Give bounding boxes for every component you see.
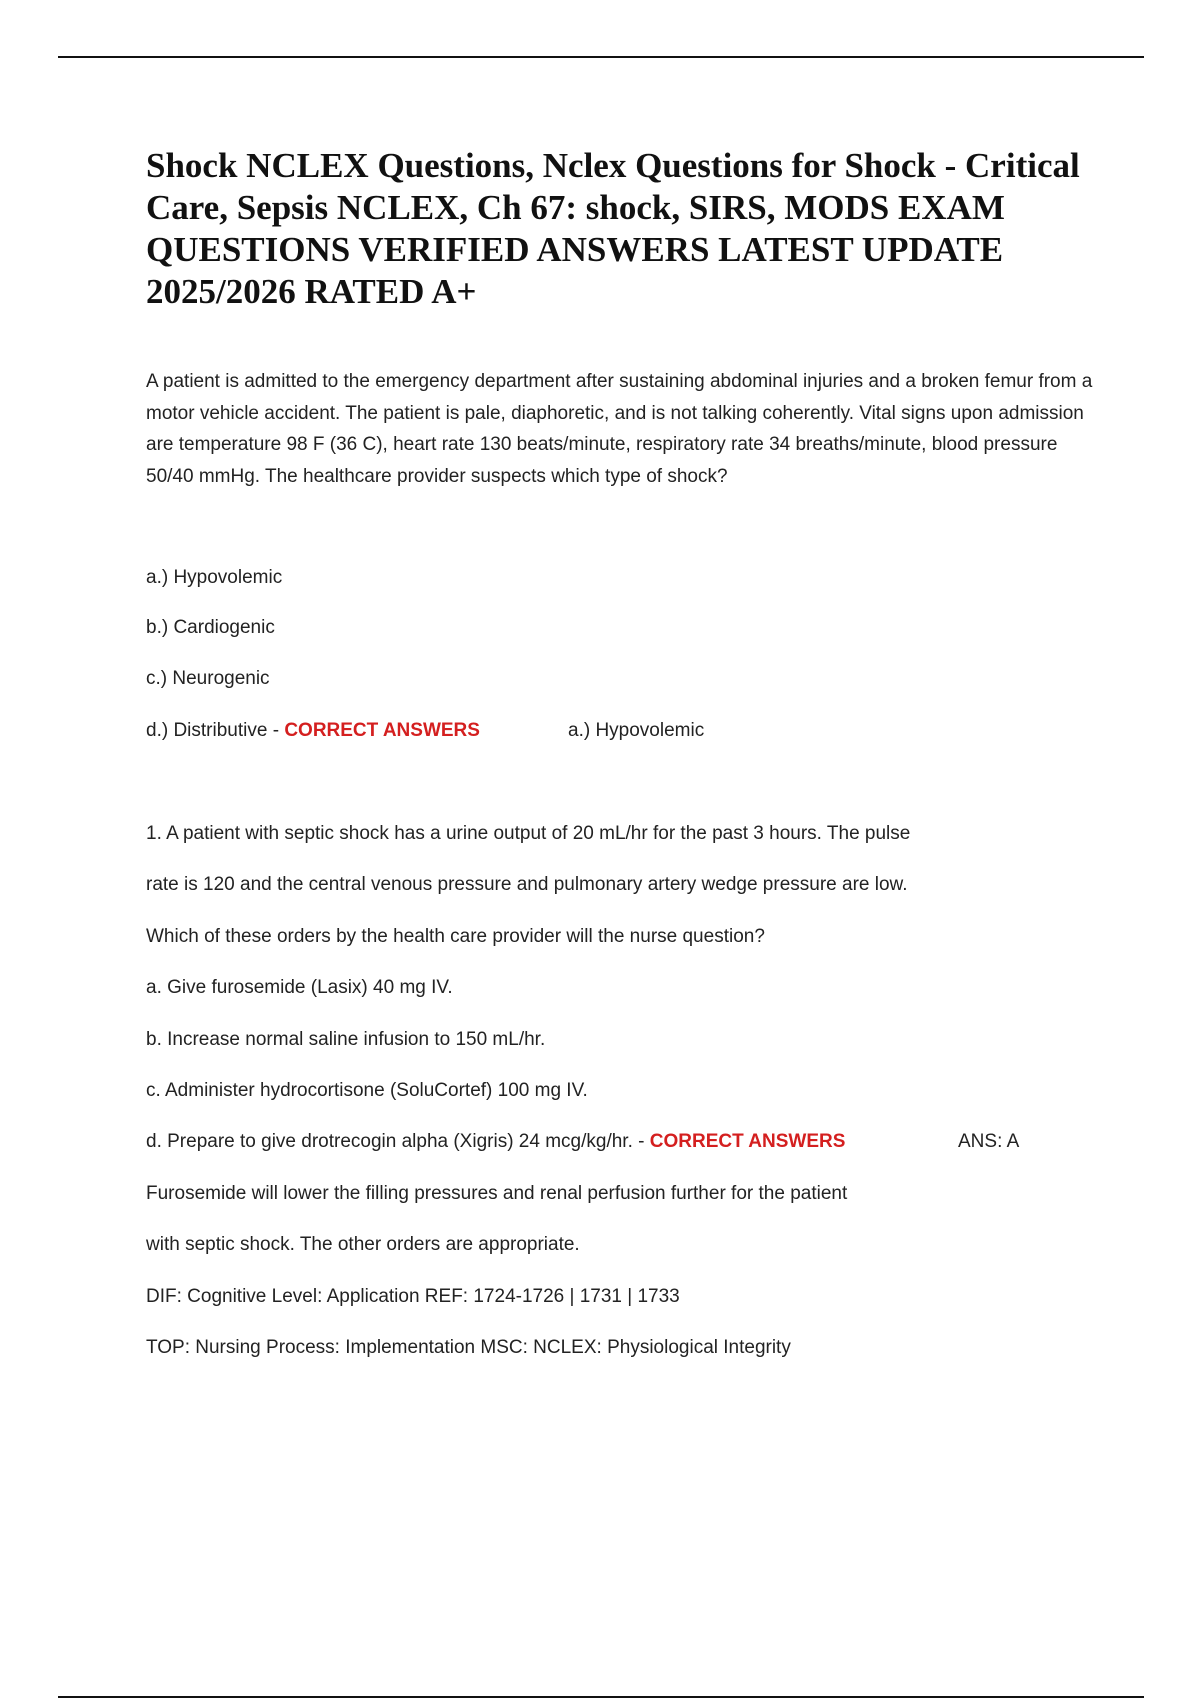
- q1-answer: a.) Hypovolemic: [568, 720, 705, 741]
- footer-rule: [58, 1696, 1144, 1698]
- q1-option-d-text: d.) Distributive -: [146, 720, 285, 741]
- q1-stem: A patient is admitted to the emergency department after sustaining abdominal injuries and a broken femur from a motor vehicle accident. The patient is pale, diaphoretic, and is not talking coherently. Vital signs upon admission are temperature 98 F (36 C), heart rate 130 beats/minute, respiratory rate 34 breaths/minute, blood pressure 50/40 mmHg. The healthcare provider suspects which type of shock?: [146, 371, 1093, 487]
- q2-answer: ANS: A: [958, 1131, 1020, 1152]
- q2-stem-line1: 1. A patient with septic shock has a urine output of 20 mL/hr for the past 3 hours. The pulse: [146, 823, 911, 844]
- q2-option-d-text: d. Prepare to give drotrecogin alpha (Xigris) 24 mcg/kg/hr. -: [146, 1131, 650, 1152]
- q2-stem-line2: rate is 120 and the central venous pressure and pulmonary artery wedge pressure are low.: [146, 874, 908, 895]
- header-rule: [58, 56, 1144, 58]
- q2-option-c: c. Administer hydrocortisone (SoluCortef) 100 mg IV.: [146, 1080, 588, 1101]
- q1-option-d: [146, 720, 480, 742]
- q1-option-c: c.) Neurogenic: [146, 668, 270, 689]
- q2-correct-label: CORRECT ANSWERS: [649, 1131, 846, 1152]
- q2-option-d: [146, 1131, 845, 1153]
- q1-correct-label: CORRECT ANSWERS: [284, 720, 480, 741]
- q2-option-a: a. Give furosemide (Lasix) 40 mg IV.: [146, 977, 453, 998]
- q2-dif: DIF: Cognitive Level: Application REF: 1724-1726 | 1731 | 1733: [146, 1286, 680, 1307]
- document-title: Shock NCLEX Questions, Nclex Questions for Shock - Critical Care, Sepsis NCLEX, Ch 67: shock, SIRS, MODS EXAM QUESTIONS VERIFIED ANSWERS LATEST UPDATE 2025/2026 RATED A+: [146, 146, 1080, 311]
- q2-rationale-line1: Furosemide will lower the filling pressures and renal perfusion further for the patient: [146, 1183, 848, 1204]
- q2-top: TOP: Nursing Process: Implementation MSC: NCLEX: Physiological Integrity: [146, 1337, 791, 1358]
- q2-rationale-line2: with septic shock. The other orders are appropriate.: [146, 1234, 580, 1255]
- q2-option-b: b. Increase normal saline infusion to 150 mL/hr.: [146, 1029, 546, 1050]
- q1-option-a: a.) Hypovolemic: [146, 567, 283, 588]
- q2-stem-line3: Which of these orders by the health care provider will the nurse question?: [146, 926, 765, 947]
- q1-option-b: b.) Cardiogenic: [146, 617, 275, 638]
